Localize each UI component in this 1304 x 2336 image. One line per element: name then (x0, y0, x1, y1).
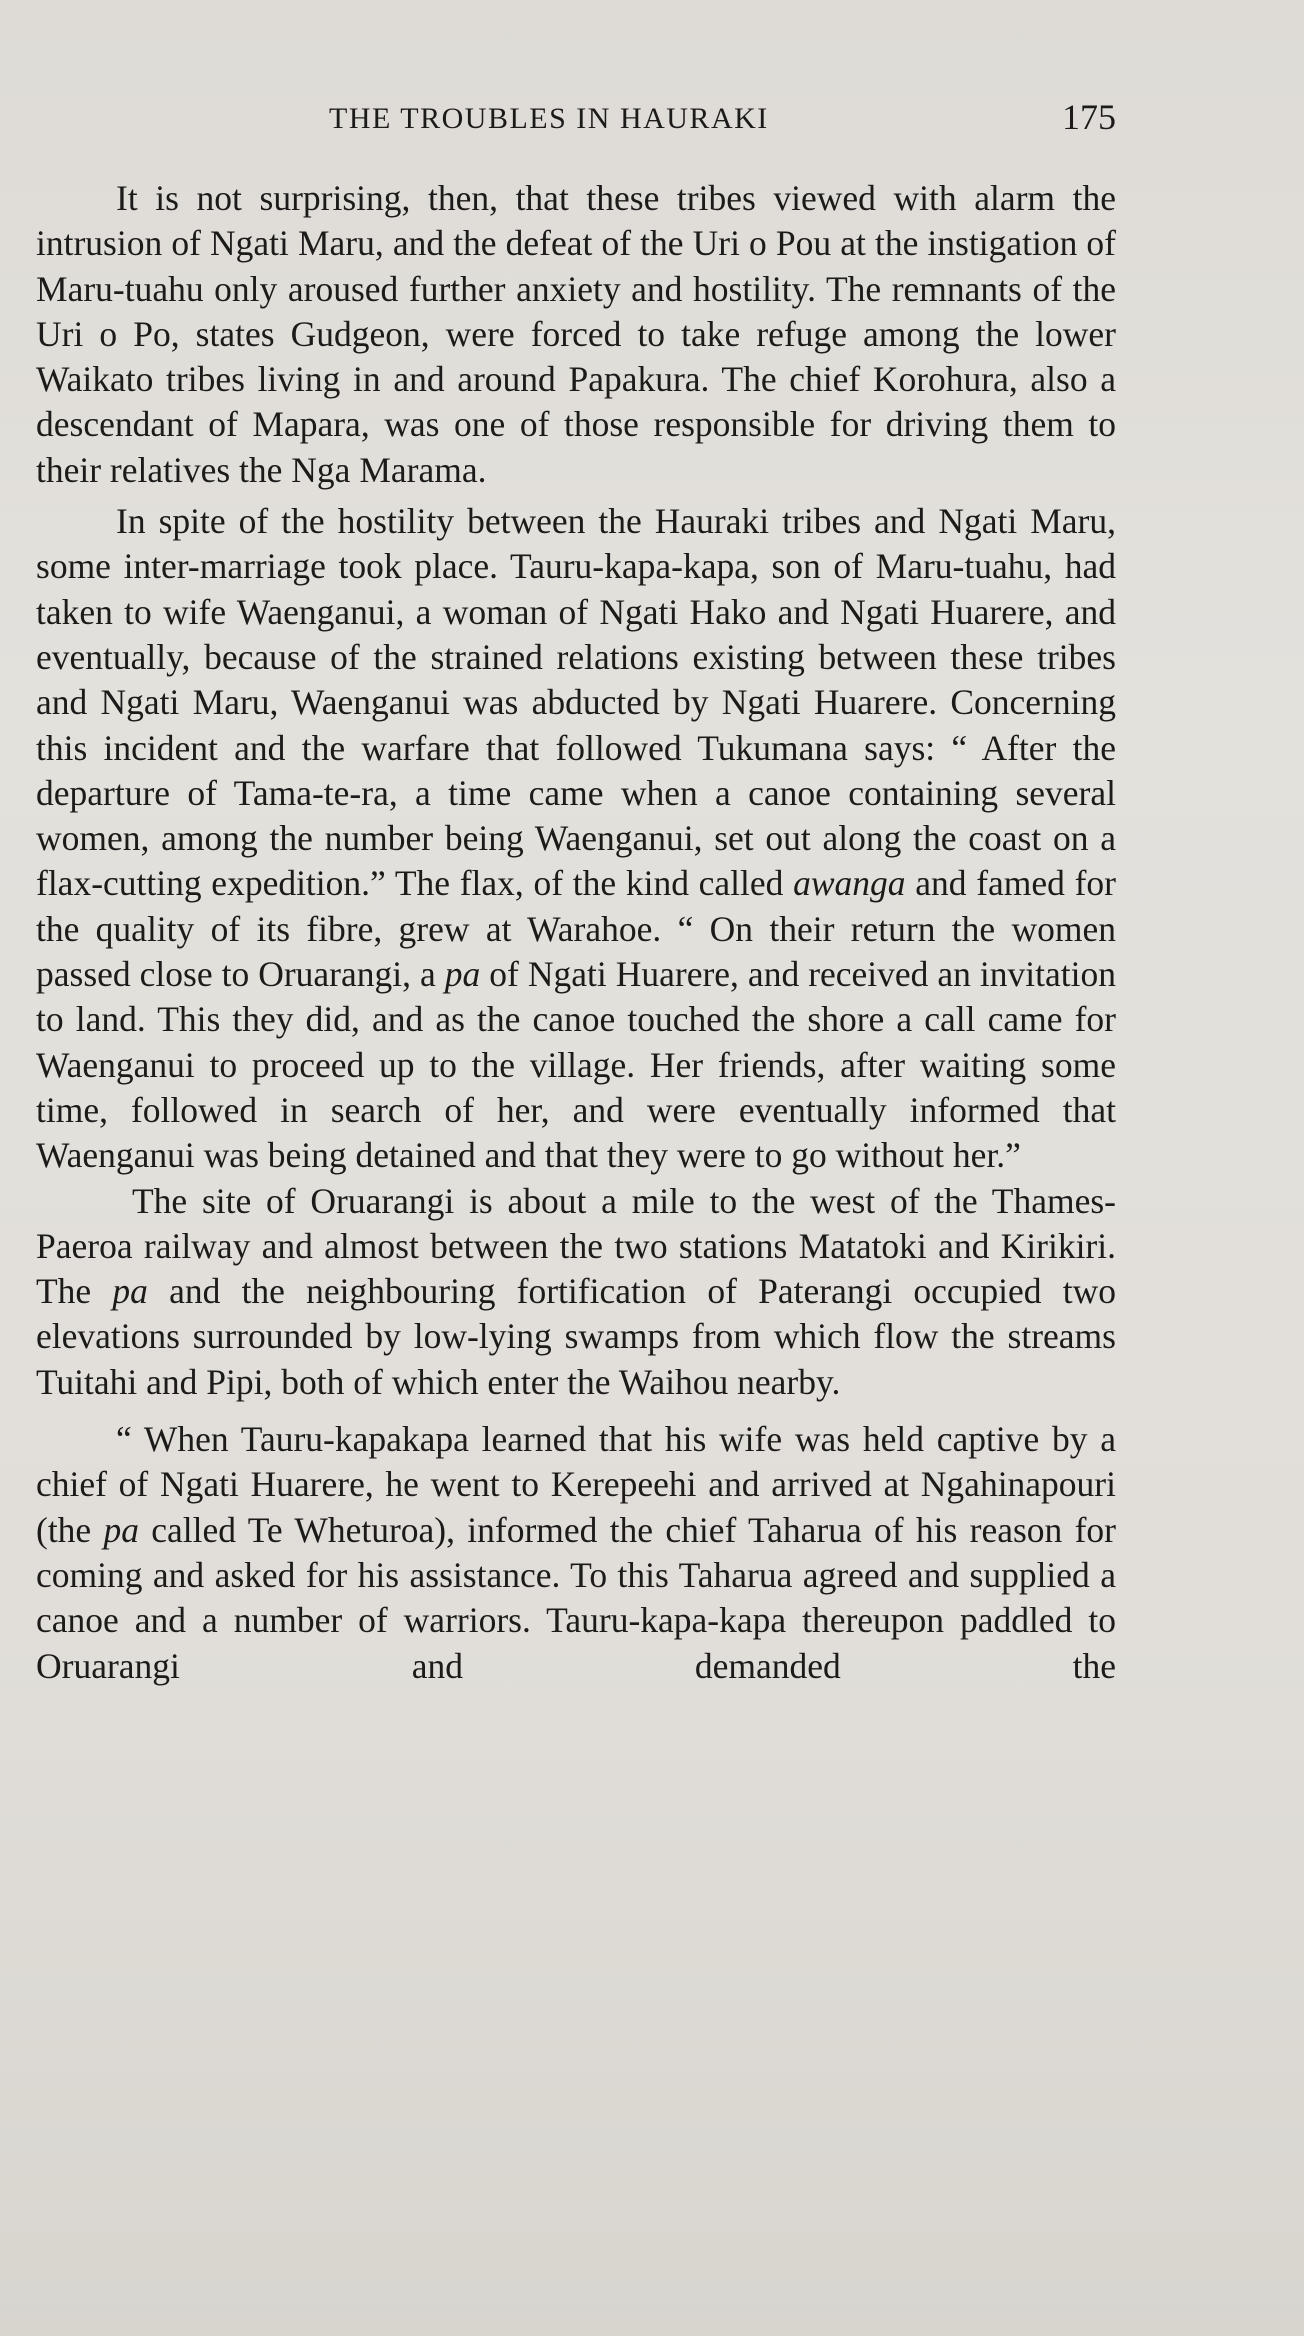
body-text (36, 176, 1116, 1689)
paragraph-1-text: It is not surprising, then, that these tribes viewed with alarm the intrusion of Ngati Maru, and the defeat of the Uri o Pou at the instigation of Maru-tuahu only aroused further anxiety and hostility. The remnants of the Uri o Po, states Gudgeon, were forced to take refuge among the lower Waikato tribes living in and around Papakura. The chief Korohura, also a descendant of Mapara, was one of those responsible for driving them to their relatives the Nga Marama. (36, 178, 1116, 490)
page-number: 175 (1062, 97, 1116, 137)
paragraph-3-italic-pa: pa (112, 1271, 148, 1312)
paragraph-3-text: The site of Oruarangi is about a mile to the west of the Thames-Paeroa railway and almost between the two stations Matatoki and Kirikiri. The (36, 1180, 1116, 1312)
running-title: THE TROUBLES IN HAURAKI (329, 102, 769, 135)
paragraph-4 (36, 1417, 1116, 1689)
paragraph-3 (36, 1179, 1116, 1405)
paragraph-2-italic-pa: pa (444, 954, 481, 995)
paragraph-4-text-2: called Te Wheturoa), informed the chief Taharua of his reason for coming and asked for his assistance. To this Taharua agreed and supplied a canoe and a number of warriors. Tauru-kapa-kapa thereupon paddled to Oruarangi and demanded the (36, 1509, 1116, 1686)
paragraph-2-text-3: of Ngati Huarere, and received an invitation to land. This they did, and as the canoe touched the shore a call came for Waenganui to proceed up to the village. Her friends, after waiting some time, followed in search of her, and were eventually informed that Waenganui was being detained and that they were to go without her.” (36, 954, 1116, 1176)
paragraph-2-text: In spite of the hostility between the Hauraki tribes and Ngati Maru, some inter-marriage took place. Tauru-kapa-kapa, son of Maru-tuahu, had taken to wife Waenganui, a woman of Ngati Hako and Ngati Huarere, and eventually, because of the strained relations existing between these tribes and Ngati Maru, Waenganui was abducted by Ngati Huarere. Concerning this incident and the warfare that followed Tukumana says: “ After the departure of Tama-te-ra, a time came when a canoe containing several women, among the number being Waenganui, set out along the coast on a flax-cutting expedition.” The flax, of the kind called (36, 501, 1116, 904)
paragraph-3-text-2: and the neighbouring fortification of Paterangi occupied two elevations surrounded by low-lying swamps from which flow the streams Tuitahi and Pipi, both of which enter the Waihou nearby. (36, 1271, 1116, 1402)
paragraph-1 (36, 176, 1116, 493)
paragraph-2-text-2: and famed for the quality of its fibre, grew at Warahoe. “ On their return the women passed close to Oruarangi, a (36, 863, 1116, 995)
paragraph-2 (36, 499, 1116, 1178)
paragraph-4-italic-pa: pa (103, 1509, 139, 1550)
running-head (36, 96, 1116, 144)
paragraph-2-italic-term: awanga (793, 863, 906, 904)
paragraph-4-text: “ When Tauru-kapakapa learned that his wife was held captive by a chief of Ngati Huarere, he went to Kerepeehi and arrived at Ngahinapouri (the (36, 1419, 1116, 1550)
